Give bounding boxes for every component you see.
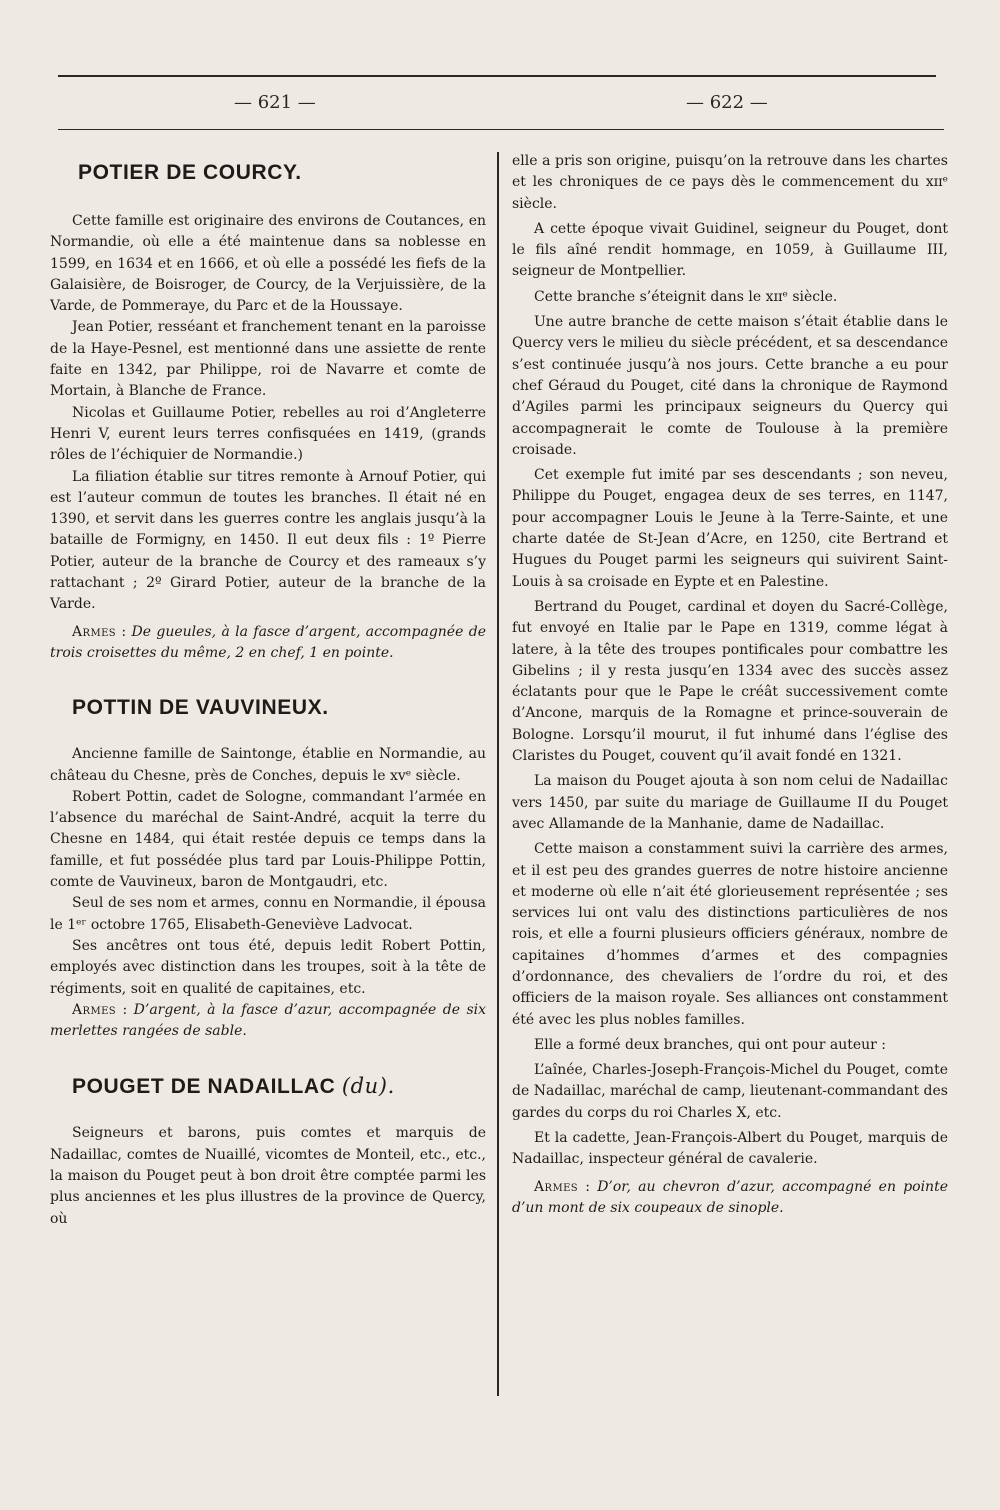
section-title-pottin: POTTIN DE VAUVINEUX. xyxy=(72,696,329,720)
pouget-paragraph: Bertrand du Pouget, cardinal et doyen du Sacré-Collège, fut envoyé en Italie par le Pape en 1319, comme légat à latere, à la tête des troupes pontificales pour combattre les Gibelins ; il y resta jusqu’en 1334 avec des succès assez éclatants pour que le Pape le créât successivement comte d’Ancone, marquis de la Romagne et prince-souverain de Bologne. Lorsqu’il mourut, il fut inhumé dans l’église des Claristes du Pouget, couvent qu’il avait fondé en 1321. xyxy=(512,598,948,765)
pouget-paragraph: Cette maison a constamment suivi la carrière des armes, et il est peu des grandes guerres de notre histoire ancienne et moderne où elle n’ait été glorieusement représentée ; ses services lui ont valu des distinctions particulières de nos rois, et elle a fourni plusieurs officiers généraux, nombre de capitaines d’hommes d’armes et des compagnies d’ordonnance, des chevaliers de l’ordre du roi, et des officiers de la maison royale. Ses alliances ont constamment été avec les plus nobles familles. xyxy=(512,841,948,1028)
pouget-paragraph: La maison du Pouget ajouta à son nom celui de Nadaillac vers 1450, par suite du mariage de Guillaume II du Pouget avec Allamande de la Manhanie, dame de Nadaillac. xyxy=(512,773,948,832)
section-title-potier: POTIER DE COURCY. xyxy=(78,161,302,184)
pouget-paragraph: Elle a formé deux branches, qui ont pour auteur : xyxy=(534,1036,887,1053)
armes-label: Armes xyxy=(534,1178,579,1195)
potier-paragraph: Nicolas et Guillaume Potier, rebelles au roi d’Angleterre Henri V, eurent leurs terres confisquées en 1419, (grands rôles de l’échiquier de Normandie.) xyxy=(50,404,486,464)
pouget-armes: Armes : D’or, au chevron d’azur, accompagné en pointe d’un mont de six coupeaux de sinople. xyxy=(512,1178,948,1216)
pouget-paragraph: Seigneurs et barons, puis comtes et marquis de Nadaillac, comtes de Nuaillé, vicomtes de Monteil, etc., etc., la maison du Pouget peut à bon droit être comptée parmi les plus anciennes et les plus illustres de la province de Quercy, où xyxy=(50,1125,486,1227)
armes-blazon: D’or, au chevron d’azur, accompagné en pointe d’un mont de six coupeaux de sinople. xyxy=(512,1178,948,1216)
pouget-paragraph: Cet exemple fut imité par ses descendants ; son neveu, Philippe du Pouget, engagea deux de ses terres, en 1147, pour accompagner Louis le Jeune à la Terre-Sainte, et une charte datée de St-Jean d’Acre, en 1250, cite Bertrand et Hugues du Pouget parmi les seigneurs qui suivirent Saint-Louis à sa croisade en Eypte et en Palestine. xyxy=(512,467,948,590)
pouget-title-suffix: (du). xyxy=(341,1074,395,1099)
header-rule-bottom xyxy=(58,129,944,130)
pottin-paragraph: Seul de ses nom et armes, connu en Normandie, il épousa le 1ᵉʳ octobre 1765, Elisabeth-Geneviève Ladvocat. xyxy=(50,895,486,933)
pouget-paragraph: A cette époque vivait Guidinel, seigneur du Pouget, dont le fils aîné rendit hommage, en 1059, à Guillaume III, seigneur de Montpellier. xyxy=(512,220,948,280)
pouget-paragraph: Une autre branche de cette maison s’était établie dans le Quercy vers le milieu du siècle précédent, et sa descendance s’est continuée jusqu’à nos jours. Cette branche a eu pour chef Géraud du Pouget, cité dans la chronique de Raymond d’Agiles parmi les principaux seigneurs du Quercy qui accompagnerait le comte de Toulouse à la première croisade. xyxy=(512,314,948,458)
potier-paragraph: La filiation établie sur titres remonte à Arnouf Potier, qui est l’auteur commun de toutes les branches. Il était né en 1390, et servit dans les guerres contre les anglais jusqu’à la bataille de Formigny, en 1450. Il eut deux fils : 1º Pierre Potier, auteur de la branche de Courcy et des rameaux s’y rattachant ; 2º Girard Potier, auteur de la branche de la Varde. xyxy=(50,468,486,613)
section-title-pouget xyxy=(72,1072,486,1101)
pottin-armes: Armes : D’argent, à la fasce d’azur, accompagnée de six merlettes rangées de sable. xyxy=(50,1001,486,1040)
pouget-title-main: POUGET DE NADAILLAC xyxy=(72,1075,336,1099)
pottin-paragraph: Ses ancêtres ont tous été, depuis ledit Robert Pottin, employés avec distinction dans les troupes, soit à la tête de régiments, soit en qualité de capitaines, etc. xyxy=(50,937,486,997)
pouget-paragraph: L’aînée, Charles-Joseph-François-Michel du Pouget, comte de Nadaillac, maréchal de camp, lieutenant-commandant des gardes du corps du roi Charles X, etc. xyxy=(512,1062,948,1121)
armes-blazon: De gueules, à la fasce d’argent, accompagnée de trois croisettes du même, 2 en chef, 1 en pointe. xyxy=(50,623,486,661)
column-divider xyxy=(497,152,499,1396)
armes-blazon: D’argent, à la fasce d’azur, accompagnée de six merlettes rangées de sable. xyxy=(50,1001,486,1040)
potier-paragraph: Cette famille est originaire des environs de Coutances, en Normandie, où elle a été maintenue dans sa noblesse en 1599, en 1634 et en 1666, et où elle a possédé les fiefs de la Galaisière, de Boisroger, de Courcy, de la Verjuissière, de la Varde, de Pommeraye, du Parc et de la Houssaye. xyxy=(50,213,486,315)
pouget-paragraph: Cette branche s’éteignit dans le xɪɪᵉ siècle. xyxy=(534,288,838,305)
right-column xyxy=(512,151,948,1219)
armes-label: Armes xyxy=(72,623,117,640)
pottin-paragraph: Robert Pottin, cadet de Sologne, commandant l’armée en l’absence du maréchal de Saint-André, acquit la terre du Chesne en 1484, qui était restée depuis ce temps dans la famille, et fut possédée plus tard par Louis-Philippe Pottin, comte de Vauvineux, baron de Montgaudri, etc. xyxy=(50,788,486,891)
pouget-paragraph: Et la cadette, Jean-François-Albert du Pouget, marquis de Nadaillac, inspecteur général de cavalerie. xyxy=(512,1130,948,1168)
header-rule-top xyxy=(58,75,936,77)
armes-label: Armes xyxy=(72,1001,117,1018)
page-number-left: — 621 — xyxy=(234,92,316,113)
potier-armes: Armes : De gueules, à la fasce d’argent, accompagnée de trois croisettes du même, 2 en chef, 1 en pointe. xyxy=(50,623,486,661)
potier-paragraph: Jean Potier, resséant et franchement tenant en la paroisse de la Haye-Pesnel, est mentionné dans une assiette de rente faite en 1342, par Philippe, roi de Navarre et comte de Mortain, à Blanche de France. xyxy=(50,319,486,400)
page-number-right: — 622 — xyxy=(686,92,768,113)
left-column xyxy=(50,150,486,1230)
pouget-paragraph: elle a pris son origine, puisqu’on la retrouve dans les chartes et les chroniques de ce pays dès le commencement du xɪɪᵉ siècle. xyxy=(512,153,948,212)
pottin-paragraph: Ancienne famille de Saintonge, établie en Normandie, au château du Chesne, près de Conches, depuis le xvᵉ siècle. xyxy=(50,746,486,784)
